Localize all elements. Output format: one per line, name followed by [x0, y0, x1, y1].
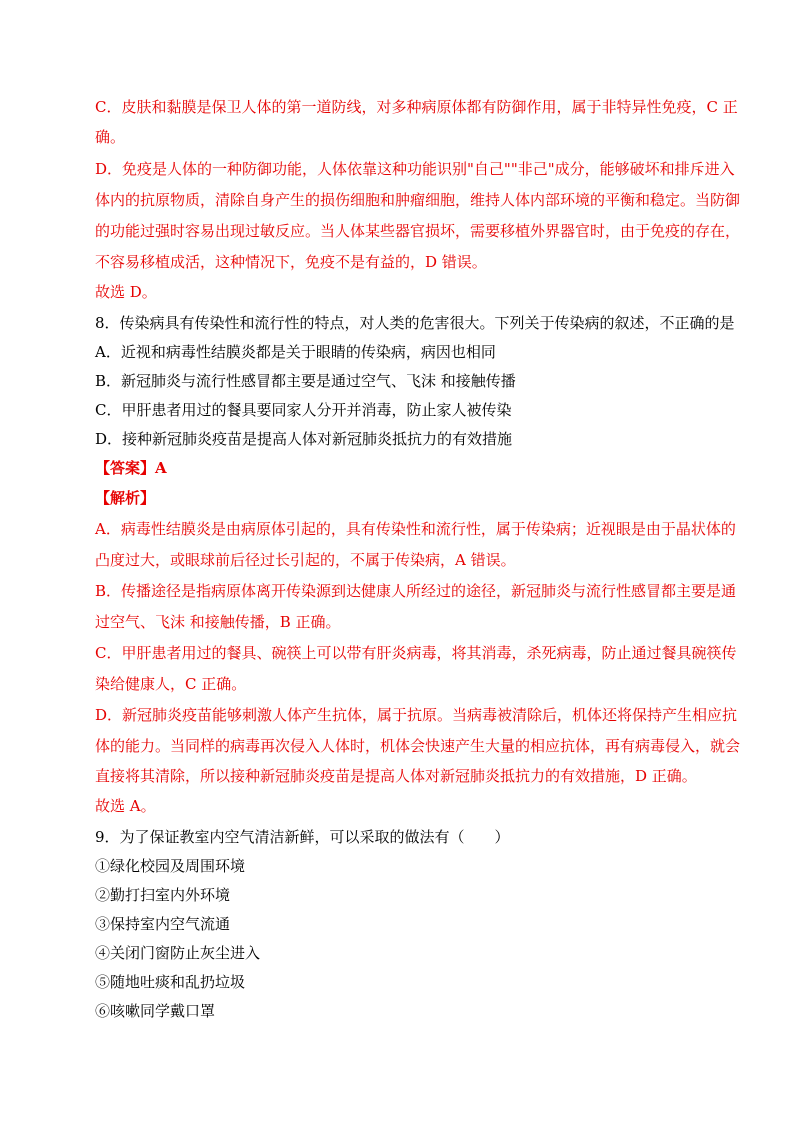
q9-item-1: ①绿化校园及周围环境 — [95, 857, 246, 875]
prev-explanation-d-line4: 不容易移植成活，这种情况下，免疫不是有益的，D 错误。 — [95, 253, 487, 271]
prev-explanation-c-line2: 确。 — [95, 128, 126, 146]
q9-item-2: ②勤打扫室内外环境 — [95, 886, 231, 904]
q9-item-5: ⑤随地吐痰和乱扔垃圾 — [95, 973, 246, 991]
q8-analysis-a-line2: 凸度过大，或眼球前后径过长引起的，不属于传染病，A 错误。 — [95, 551, 516, 569]
q8-answer: 【答案】A — [95, 459, 167, 477]
q8-analysis-d-line3: 直接将其清除，所以接种新冠肺炎疫苗是提高人体对新冠肺炎抵抗力的有效措施，D 正确。 — [95, 767, 697, 785]
q8-conclusion: 故选 A。 — [95, 797, 156, 815]
prev-explanation-c-line1: C．皮肤和黏膜是保卫人体的第一道防线，对多种病原体都有防御作用，属于非特异性免疫，C 正 — [95, 98, 738, 116]
q8-option-b: B．新冠肺炎与流行性感冒都主要是通过空气、飞沫 和接触传播 — [95, 372, 516, 390]
q8-analysis-d-line2: 体的能力。当同样的病毒再次侵入人体时，机体会快速产生大量的相应抗体，再有病毒侵入，就会 — [95, 737, 741, 755]
q8-option-d: D．接种新冠肺炎疫苗是提高人体对新冠肺炎抵抗力的有效措施 — [95, 430, 513, 448]
q8-analysis-d-line1: D．新冠肺炎疫苗能够刺激人体产生抗体，属于抗原。当病毒被清除后，机体还将保持产生相应抗 — [95, 706, 738, 724]
prev-explanation-d-line2: 体内的抗原物质，清除自身产生的损伤细胞和肿瘤细胞，维持人体内部环境的平衡和稳定。当防御 — [95, 191, 741, 209]
prev-explanation-d-line3: 的功能过强时容易出现过敏反应。当人体某些器官损坏，需要移植外界器官时，由于免疫的存在， — [95, 222, 741, 240]
q8-analysis-b-line1: B．传播途径是指病原体离开传染源到达健康人所经过的途径，新冠肺炎与流行性感冒都主要是通 — [95, 582, 737, 600]
q9-item-3: ③保持室内空气流通 — [95, 915, 231, 933]
prev-explanation-d-line1: D．免疫是人体的一种防御功能，人体依靠这种功能识别"自己""非己"成分，能够破坏和排斥进入 — [95, 160, 735, 178]
q8-option-a: A．近视和病毒性结膜炎都是关于眼睛的传染病，病因也相同 — [95, 343, 496, 361]
q8-option-c: C．甲肝患者用过的餐具要同家人分开并消毒，防止家人被传染 — [95, 401, 512, 419]
q8-analysis-c-line2: 染给健康人，C 正确。 — [95, 675, 247, 693]
q8-analysis-heading: 【解析】 — [95, 489, 156, 507]
q9-stem: 9．为了保证教室内空气清洁新鲜，可以采取的做法有（ ） — [95, 828, 510, 846]
q8-analysis-c-line1: C．甲肝患者用过的餐具、碗筷上可以带有肝炎病毒，将其消毒，杀死病毒，防止通过餐具碗筷传 — [95, 644, 737, 662]
q8-analysis-a-line1: A．病毒性结膜炎是由病原体引起的，具有传染性和流行性，属于传染病；近视眼是由于晶状体的 — [95, 520, 736, 538]
q8-analysis-b-line2: 过空气、飞沫 和接触传播，B 正确。 — [95, 613, 341, 631]
prev-conclusion: 故选 D。 — [95, 283, 157, 301]
q9-item-4: ④关闭门窗防止灰尘进入 — [95, 944, 261, 962]
q8-stem: 8．传染病具有传染性和流行性的特点，对人类的危害很大。下列关于传染病的叙述，不正确的是 — [95, 314, 735, 332]
q9-item-6: ⑥咳嗽同学戴口罩 — [95, 1002, 216, 1020]
